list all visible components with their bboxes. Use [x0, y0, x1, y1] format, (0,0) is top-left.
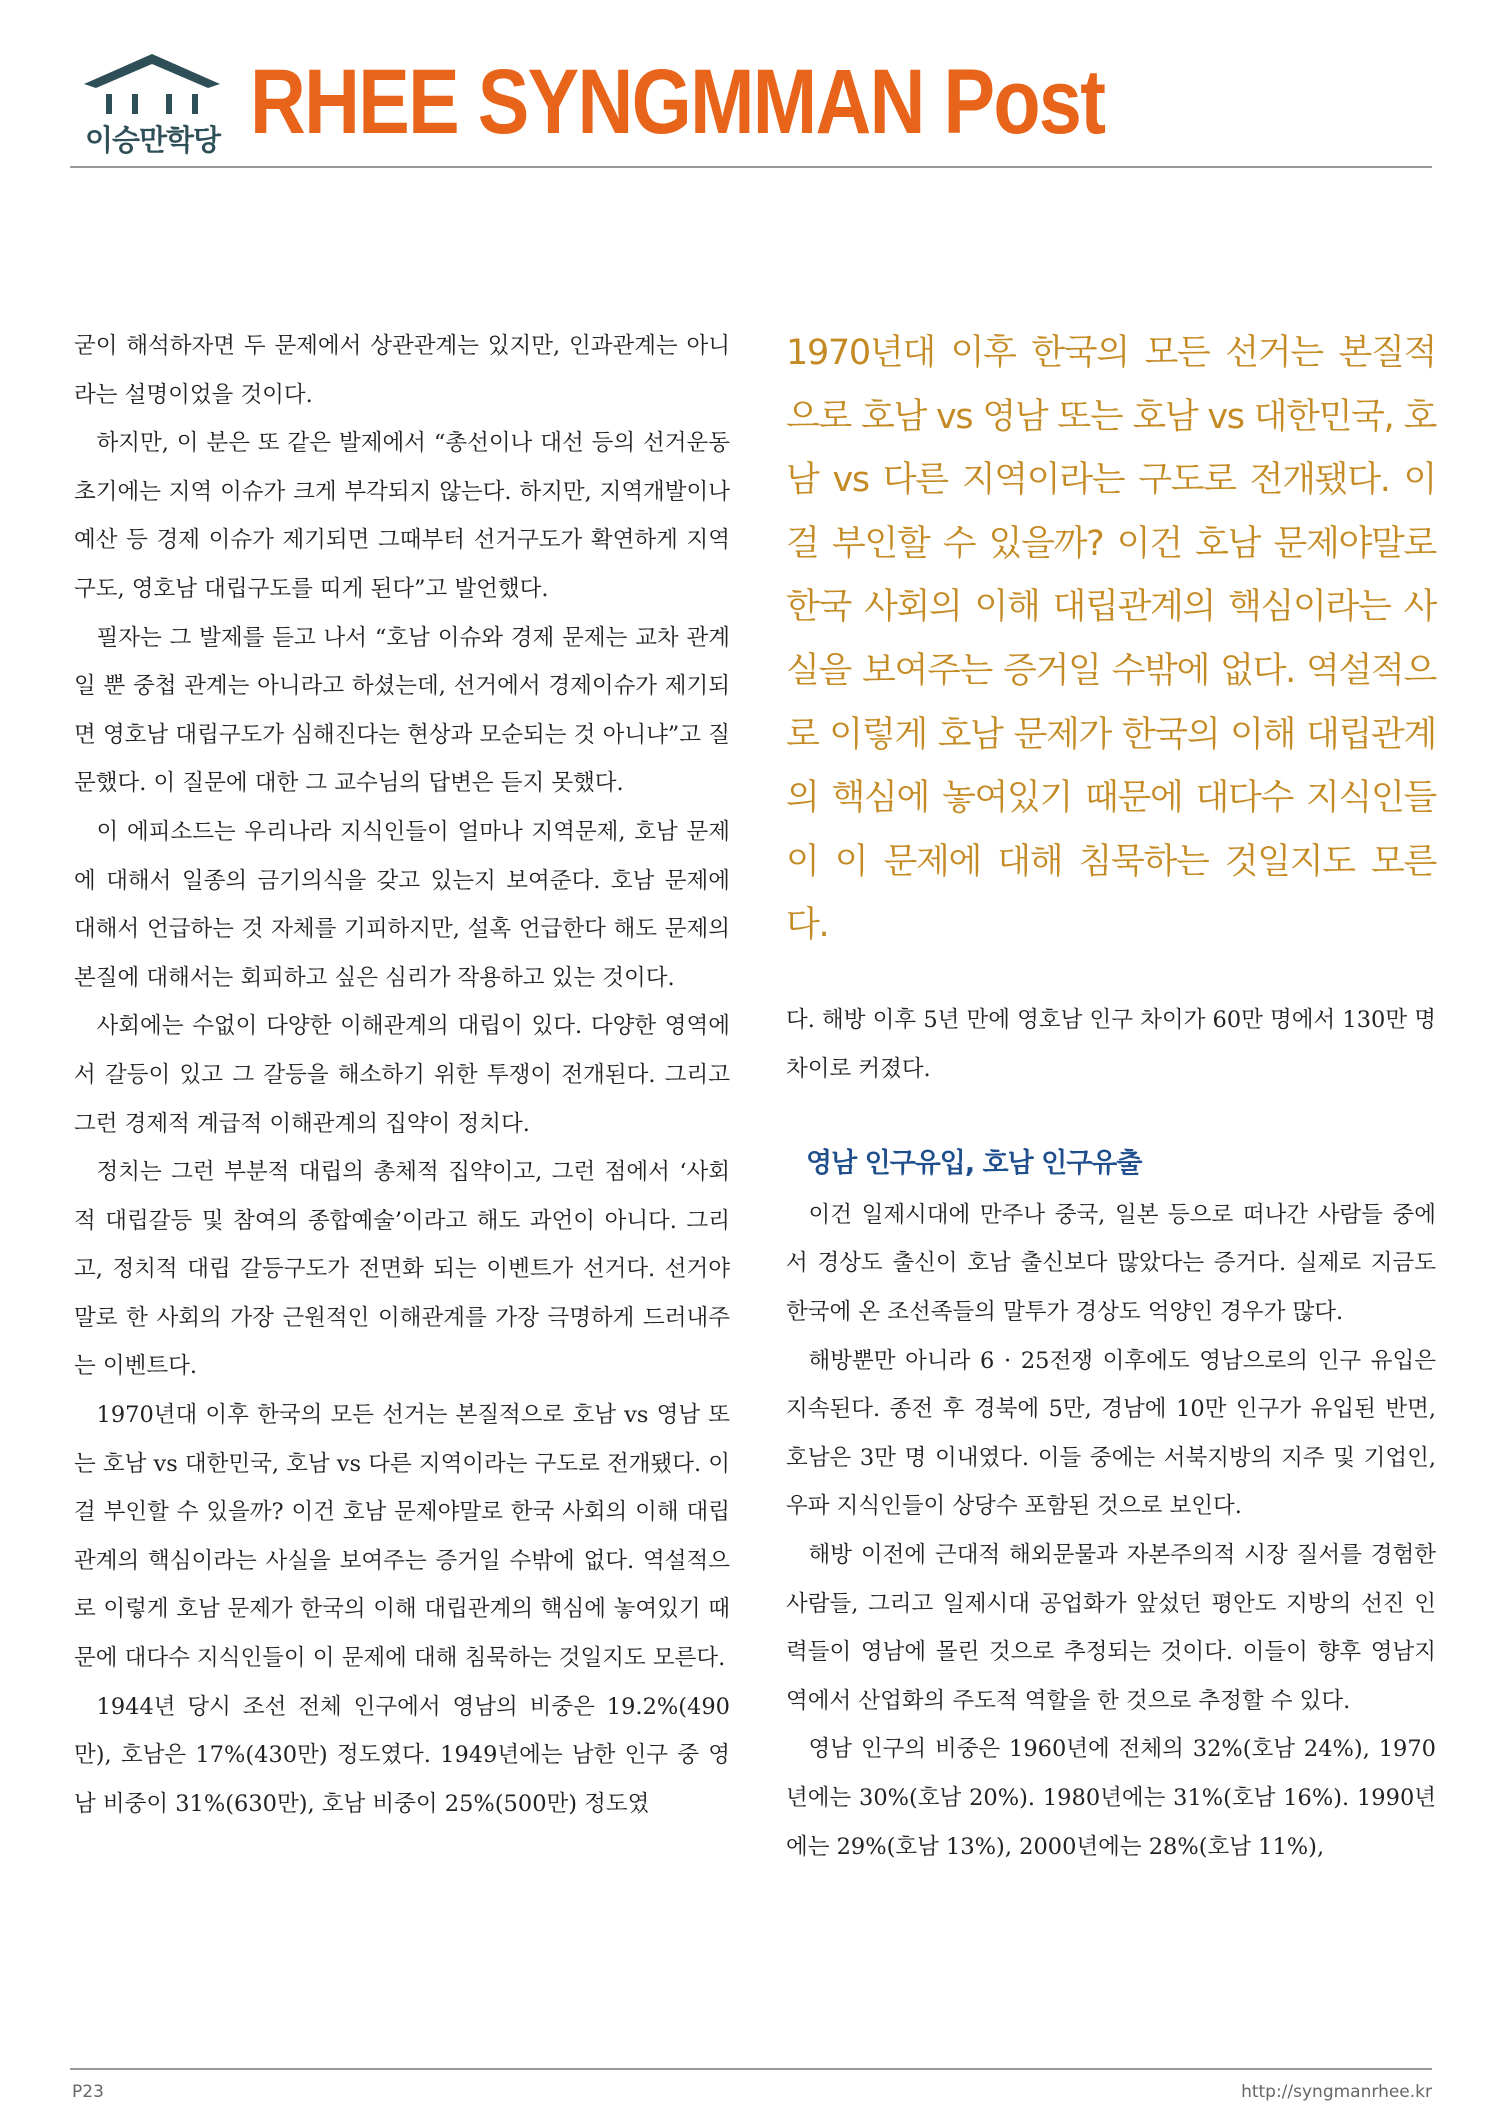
section-heading: 영남 인구유입, 호남 인구유출	[806, 1148, 1142, 1180]
website-url[interactable]: http://syngmanrhee.kr	[1241, 2082, 1432, 2102]
body-paragraph: 굳이 해석하자면 두 문제에서 상관관계는 있지만, 인과관계는 아니라는 설명이었을 것이다.	[74, 333, 730, 408]
right-paragraphs	[786, 1191, 1436, 1871]
page-number: P23	[72, 2082, 104, 2102]
body-paragraph: 영남 인구의 비중은 1960년에 전체의 32%(호남 24%), 1970년에는 30%(호남 20%). 1980년에는 31%(호남 16%). 1990년에는 29%(호남 13%), 2000년에는 28%(호남 11%),	[786, 1736, 1436, 1860]
header-divider	[70, 166, 1432, 168]
right-column	[786, 996, 1436, 1871]
academy-logo	[70, 48, 235, 158]
masthead	[70, 48, 1432, 166]
pull-quote	[786, 322, 1436, 958]
body-paragraph: 이 에피소드는 우리나라 지식인들이 얼마나 지역문제, 호남 문제에 대해서 일종의 금기의식을 갖고 있는지 보여준다. 호남 문제에 대해서 언급하는 것 자체를 기피하지만, 설혹 언급한다 해도 문제의 본질에 대해서는 회피하고 싶은 심리가 작용하고 있는 것이다.	[74, 818, 730, 991]
logo-text: 이승만학당	[84, 123, 221, 157]
house-icon	[70, 48, 235, 120]
body-paragraph: 해방 이전에 근대적 해외문물과 자본주의적 시장 질서를 경험한 사람들, 그리고 일제시대 공업화가 앞섰던 평안도 지방의 선진 인력들이 영남에 몰린 것으로 추정되는 것이다. 이들이 향후 영남지역에서 산업화의 주도적 역할을 한 것으로 추정할 수 있다.	[786, 1541, 1436, 1714]
continuation-paragraph: 다. 해방 이후 5년 만에 영호남 인구 차이가 60만 명에서 130만 명 차이로 커졌다.	[786, 1007, 1436, 1082]
body-paragraph: 사회에는 수없이 다양한 이해관계의 대립이 있다. 다양한 영역에서 갈등이 있고 그 갈등을 해소하기 위한 투쟁이 전개된다. 그리고 그런 경제적 계급적 이해관계의 집약이 정치다.	[74, 1013, 730, 1137]
pull-quote-text: 1970년대 이후 한국의 모든 선거는 본질적으로 호남 vs 영남 또는 호남 vs 대한민국, 호남 vs 다른 지역이라는 구도로 전개됐다. 이걸 부인할 수 있을까? 이건 호남 문제야말로 한국 사회의 이해 대립관계의 핵심이라는 사실을 보여주는 증거일 수밖에 없다. 역설적으로 이렇게 호남 문제가 한국의 이해 대립관계의 핵심에 놓여있기 때문에 대다수 지식인들이 이 문제에 대해 침묵하는 것일지도 모른다.	[786, 333, 1436, 946]
footer-divider	[70, 2068, 1432, 2070]
body-paragraph: 정치는 그런 부분적 대립의 총체적 집약이고, 그런 점에서 ‘사회적 대립갈등 및 참여의 종합예술’이라고 해도 과언이 아니다. 그리고, 정치적 대립 갈등구도가 전면화 되는 이벤트가 선거다. 선거야말로 한 사회의 가장 근원적인 이해관계를 가장 극명하게 드러내주는 이벤트다.	[74, 1159, 730, 1380]
body-paragraph: 이건 일제시대에 만주나 중국, 일본 등으로 떠나간 사람들 중에서 경상도 출신이 호남 출신보다 많았다는 증거다. 실제로 지금도 한국에 온 조선족들의 말투가 경상도 억양인 경우가 많다.	[786, 1201, 1436, 1325]
body-paragraph: 필자는 그 발제를 듣고 나서 “호남 이슈와 경제 문제는 교차 관계일 뿐 중첩 관계는 아니라고 하셨는데, 선거에서 경제이슈가 제기되면 영호남 대립구도가 심해진다는 현상과 모순되는 것 아니냐”고 질문했다. 이 질문에 대한 그 교수님의 답변은 듣지 못했다.	[74, 624, 730, 797]
left-column	[74, 322, 730, 1828]
body-paragraph: 1970년대 이후 한국의 모든 선거는 본질적으로 호남 vs 영남 또는 호남 vs 대한민국, 호남 vs 다른 지역이라는 구도로 전개됐다. 이걸 부인할 수 있을까? 이건 호남 문제야말로 한국 사회의 이해 대립관계의 핵심이라는 사실을 보여주는 증거일 수밖에 없다. 역설적으로 이렇게 호남 문제가 한국의 이해 대립관계의 핵심에 놓여있기 때문에 대다수 지식인들이 이 문제에 대해 침묵하는 것일지도 모른다.	[74, 1402, 730, 1672]
body-paragraph: 하지만, 이 분은 또 같은 발제에서 “총선이나 대선 등의 선거운동 초기에는 지역 이슈가 크게 부각되지 않는다. 하지만, 지역개발이나 예산 등 경제 이슈가 제기되면 그때부터 선거구도가 확연하게 지역구도, 영호남 대립구도를 띠게 된다”고 발언했다.	[74, 430, 730, 602]
publication-title: RHEE SYNGMMAN Post	[250, 51, 1105, 153]
body-paragraph: 1944년 당시 조선 전체 인구에서 영남의 비중은 19.2%(490만), 호남은 17%(430만) 정도였다. 1949년에는 남한 인구 중 영남 비중이 31%(630만), 호남 비중이 25%(500만) 정도였	[74, 1693, 730, 1817]
body-paragraph: 해방뿐만 아니라 6 · 25전쟁 이후에도 영남으로의 인구 유입은 지속된다. 종전 후 경북에 5만, 경남에 10만 인구가 유입된 반면, 호남은 3만 명 이내였다. 이들 중에는 서북지방의 지주 및 기업인, 우파 지식인들이 상당수 포함된 것으로 보인다.	[786, 1347, 1436, 1520]
